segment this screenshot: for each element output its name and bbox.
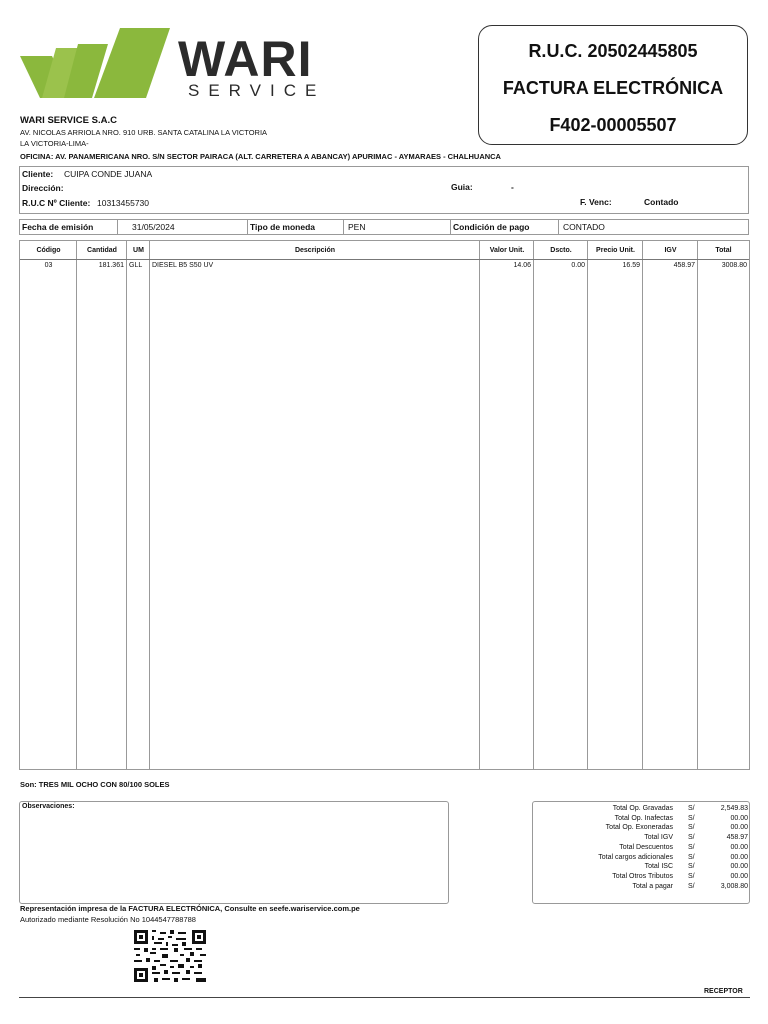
logo-wordmark: WARI [178,31,313,87]
header-valor-unit: Valor Unit. [480,241,534,260]
totals-label: Total ISC [644,863,673,871]
receptor-label: RECEPTOR [704,988,743,995]
totals-currency: S/ [688,863,695,871]
client-value: CUIPA CONDE JUANA [64,169,153,179]
qr-code-icon [134,930,206,982]
header-cantidad: Cantidad [77,241,127,260]
client-box [19,166,749,214]
cell-total: 3008.80 [721,262,747,269]
authorization-note: Autorizado mediante Resolución No 1044547788788 [20,915,196,924]
column-valor-unit [480,241,534,769]
totals-currency: S/ [688,872,695,880]
totals-row [533,843,751,853]
cell-cantidad: 181.361 [98,262,124,269]
totals-value: 00.00 [730,843,748,851]
currency-label: Tipo de moneda [248,220,344,234]
fvenc-label: F. Venc: [580,197,612,207]
amount-in-words-label: Son: [20,780,37,789]
totals-value: 00.00 [730,814,748,822]
issuer-address-line1: AV. NICOLAS ARRIOLA NRO. 910 URB. SANTA CATALINA LA VICTORIA [20,128,268,137]
guia-label: Guia: [451,182,473,192]
header-precio-unit: Precio Unit. [588,241,643,260]
totals-row [533,882,751,892]
header-codigo: Código [20,241,77,260]
totals-row [533,833,751,843]
issuer-address [20,127,267,149]
invoice-number: F402-00005507 [549,115,677,135]
column-cantidad [77,241,127,769]
totals-currency: S/ [688,843,695,851]
amount-in-words [20,780,170,789]
client-label: Cliente: [22,169,54,179]
cell-precio-unit: 16.59 [622,262,640,269]
wari-logo-icon [20,28,172,100]
totals-value: 00.00 [730,824,748,832]
cell-valor-unit: 14.06 [513,262,531,269]
header-descripcion: Descripción [150,241,480,260]
totals-label: Total a pagar [632,882,673,890]
totals-currency: S/ [688,824,695,832]
observations-label: Observaciones: [22,803,75,810]
header-um: UM [127,241,150,260]
column-codigo [20,241,77,769]
payment-condition-label: Condición de pago [451,220,559,234]
totals-currency: S/ [688,882,695,890]
address-label: Dirección: [22,183,64,193]
totals-currency: S/ [688,814,695,822]
cell-um: GLL [129,262,143,269]
issue-date-label: Fecha de emisión [20,220,118,234]
totals-value: 00.00 [730,863,748,871]
totals-box [532,801,750,904]
observations-box [19,801,449,904]
cell-dscto: 0.00 [571,262,585,269]
totals-value: 00.00 [730,872,748,880]
client-ruc-value: 10313455730 [97,198,150,208]
invoice-meta-row [19,219,749,235]
totals-currency: S/ [688,834,695,842]
cell-igv: 458.97 [673,262,695,269]
printed-representation-note: Representación impresa de la FACTURA ELECTRÓNICA, Consulte en seefe.wariservice.com.pe [20,904,360,913]
totals-label: Total Op. Inafectas [614,814,673,822]
bottom-divider [19,997,750,998]
totals-label: Total Descuentos [619,843,673,851]
totals-value: 458.97 [726,834,748,842]
header-igv: IGV [643,241,698,260]
logo-subtitle: SERVICE [188,81,326,100]
totals-row [533,814,751,824]
totals-value: 00.00 [730,853,748,861]
client-ruc-label: R.U.C Nº Cliente: [22,198,91,208]
guia-value: - [511,182,514,192]
fvenc-value: Contado [644,197,679,207]
totals-row [533,862,751,872]
totals-label: Total IGV [644,834,673,842]
payment-condition-value: CONTADO [563,222,605,232]
totals-row [533,823,751,833]
issuer-name: WARI SERVICE S.A.C [20,115,117,126]
totals-label: Total cargos adicionales [598,853,673,861]
column-precio-unit [588,241,643,769]
ruc-box [478,25,748,145]
currency-value: PEN [344,220,451,234]
totals-label: Total Otros Tributos [612,872,673,880]
amount-in-words-value: TRES MIL OCHO CON 80/100 SOLES [38,780,170,789]
totals-label: Total Op. Exoneradas [605,824,673,832]
totals-row [533,872,751,882]
cell-descripcion: DIESEL B5 S50 UV [152,262,214,269]
totals-currency: S/ [688,805,695,812]
cell-codigo: 03 [44,262,53,269]
totals-label: Total Op. Gravadas [612,805,673,812]
issuer-address-line2: LA VICTORIA-LIMA- [20,139,89,148]
ruc-number: R.U.C. 20502445805 [528,41,698,61]
column-igv [643,241,698,769]
totals-currency: S/ [688,853,695,861]
header-dscto: Dscto. [534,241,588,260]
column-um [127,241,150,769]
totals-value: 3,008.80 [720,882,748,890]
items-table [19,240,750,770]
column-descripcion [150,241,480,769]
totals-value: 2,549.83 [720,805,748,812]
issue-date-value: 31/05/2024 [118,220,248,234]
column-dscto [534,241,588,769]
issuer-office: OFICINA: AV. PANAMERICANA NRO. S/N SECTOR PAIRACA (ALT. CARRETERA A ABANCAY) APURIMAC - AYMARAES - CHALHUANCA [20,152,501,161]
document-type: FACTURA ELECTRÓNICA [502,78,724,98]
totals-row [533,804,751,814]
header-total: Total [698,241,749,260]
totals-row [533,853,751,863]
